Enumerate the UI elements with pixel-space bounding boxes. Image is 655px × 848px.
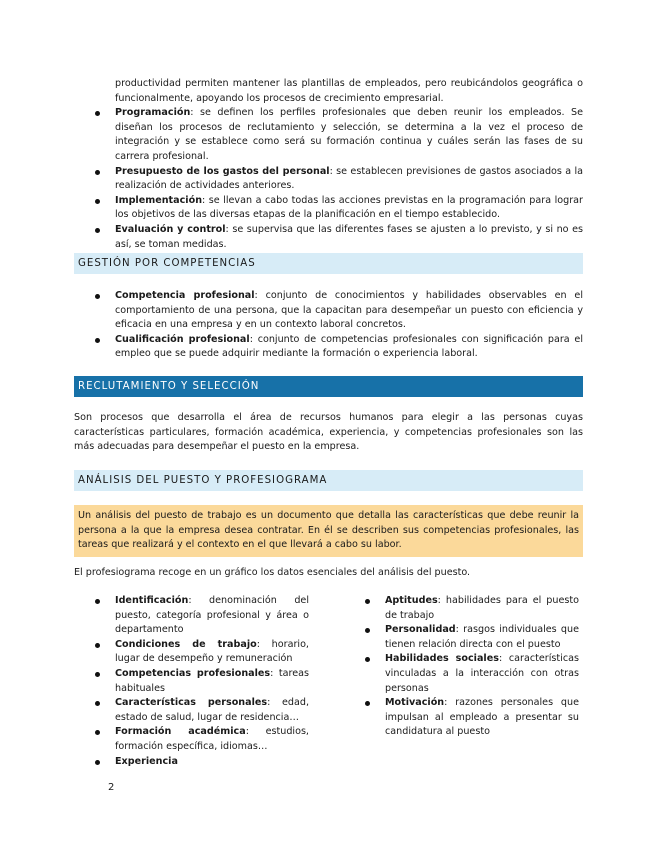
section-heading-analisis: ANÁLISIS DEL PUESTO Y PROFESIOGRAMA	[74, 470, 583, 491]
list-item: Características personales: edad, estado de salud, lugar de residencia…	[74, 696, 309, 725]
section-heading-reclutamiento: RECLUTAMIENTO Y SELECCIÓN	[74, 376, 583, 397]
list-item: Programación: se definen los perfiles profesionales que deben reunir los empleados. Se diseñan los procesos de reclutamiento y selección, se determina a la vez el proceso de integración y se establece como será su formación continua y cuáles serán las fases de su carrera profesional.	[74, 106, 583, 164]
list-item: Cualificación profesional: conjunto de competencias profesionales con significación para el empleo que se puede adquirir mediante la formación o experiencia laboral.	[74, 333, 583, 362]
reclutamiento-paragraph: Son procesos que desarrolla el área de recursos humanos para elegir a las personas cuyas características particulares, formación académica, experiencia, y competencias profesionales son las más adecuadas para desempeñar el puesto en la empresa.	[74, 412, 583, 453]
list-item: productividad permiten mantener las plantillas de empleados, pero reubicándolos geográfica o funcionalmente, apoyando los procesos de crecimiento empresarial.	[115, 78, 583, 104]
profesiograma-intro: El profesiograma recoge en un gráfico los datos esenciales del análisis del puesto.	[74, 567, 471, 578]
list-item: Competencias profesionales: tareas habituales	[74, 667, 309, 696]
planning-phases-list	[74, 77, 583, 252]
list-item: Evaluación y control: se supervisa que las diferentes fases se ajusten a lo previsto, y si no es así, se toman medidas.	[74, 223, 583, 252]
list-item: Presupuesto de los gastos del personal: se establecen previsiones de gastos asociados a la realización de actividades anteriores.	[74, 165, 583, 194]
list-item: Personalidad: rasgos individuales que tienen relación directa con el puesto	[344, 623, 579, 652]
highlight-note: Un análisis del puesto de trabajo es un documento que detalla las características que debe reunir la persona a la que la empresa desea contratar. En él se describen sus competencias profesionales, las tareas que realizará y el contexto en el que llevará a cabo su labor.	[74, 505, 583, 557]
list-item: Identificación: denominación del puesto, categoría profesional y área o departamento	[74, 594, 309, 638]
profesiograma-left-list	[74, 594, 309, 769]
list-item: Condiciones de trabajo: horario, lugar de desempeño y remuneración	[74, 638, 309, 667]
list-item: Competencia profesional: conjunto de conocimientos y habilidades observables en el comportamiento de una persona, que la capacitan para desempeñar un puesto con eficiencia y eficacia en una empresa y en un contexto laboral concretos.	[74, 289, 583, 333]
list-item: Habilidades sociales: características vinculadas a la interacción con otras personas	[344, 652, 579, 696]
page-number: 2	[108, 782, 115, 793]
competencias-list	[74, 289, 583, 362]
list-item: Experiencia	[74, 755, 309, 770]
section-heading-competencias: GESTIÓN POR COMPETENCIAS	[74, 253, 583, 274]
list-item: Implementación: se llevan a cabo todas las acciones previstas en la programación para lograr los objetivos de las diversas etapas de la planificación en el tiempo establecido.	[74, 194, 583, 223]
list-item: Motivación: razones personales que impulsan al empleado a presentar su candidatura al puesto	[344, 696, 579, 740]
list-item: Aptitudes: habilidades para el puesto de trabajo	[344, 594, 579, 623]
list-item: Formación académica: estudios, formación específica, idiomas…	[74, 725, 309, 754]
profesiograma-right-list	[344, 594, 579, 740]
